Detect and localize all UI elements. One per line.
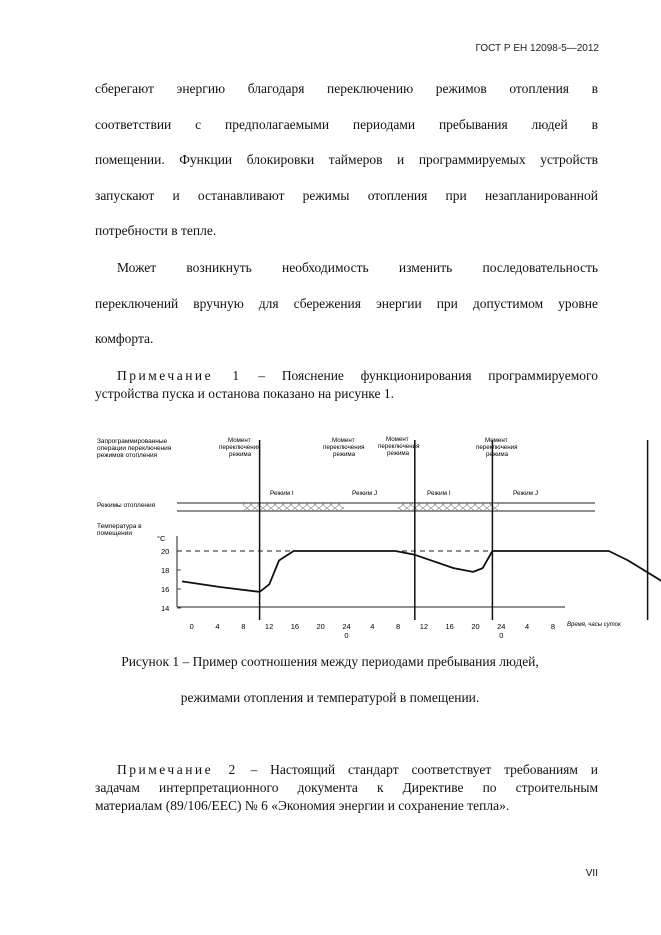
paragraph-manual-switching xyxy=(95,250,598,357)
svg-text:режима: режима xyxy=(229,451,252,458)
note-line: материалам (89/106/EEC) № 6 «Экономия энергии и сохранение тепла». xyxy=(95,798,510,813)
x-tick-label: 24 xyxy=(497,622,506,631)
mode-j-label: Режим J xyxy=(352,490,378,497)
operations-label-line: режимов отопления xyxy=(97,452,158,459)
note-line xyxy=(95,367,598,385)
y-tick-label: 18 xyxy=(161,566,170,575)
note-2 xyxy=(95,761,598,815)
unit-label: °C xyxy=(157,534,166,543)
note-line xyxy=(95,761,598,779)
modes-label: Режимы отопления xyxy=(97,502,156,509)
note-label: Примечание 2 xyxy=(117,762,238,777)
operations-label-line: операции переключения xyxy=(97,445,172,452)
svg-text:режима: режима xyxy=(333,451,356,458)
x-tick-label: 12 xyxy=(264,622,274,631)
figure-1 xyxy=(95,430,621,640)
figure-svg xyxy=(95,430,621,640)
mode-i-hatch xyxy=(398,503,499,511)
x-tick-label: 4 xyxy=(525,622,530,631)
x-tick-label: 24 xyxy=(342,622,351,631)
svg-text:Момент: Момент xyxy=(332,437,355,444)
svg-text:Момент: Момент xyxy=(485,437,508,444)
svg-text:переключения: переключения xyxy=(219,444,261,451)
note-1 xyxy=(95,367,598,403)
text-line: соответствии с предполагаемыми периодами пребывания людей в xyxy=(95,116,598,132)
mode-i-label: Режим I xyxy=(427,490,451,497)
text-line: потребности в тепле. xyxy=(95,223,217,238)
svg-text:переключения: переключения xyxy=(378,443,420,450)
temperature-label-line: помещении xyxy=(97,530,132,537)
note-text: – Пояснение функционирования программируемого xyxy=(241,368,598,383)
mode-j-label: Режим J xyxy=(513,490,539,497)
figure-caption-line: Рисунок 1 – Пример соотношения между периодами пребывания людей, xyxy=(121,654,539,669)
svg-text:режима: режима xyxy=(387,450,410,457)
text-line: сберегают энергию благодаря переключению режимов отопления в xyxy=(95,81,598,96)
x-tick-label: 0 xyxy=(344,631,349,640)
text-line: переключений вручную для сбережения энергии при допустимом уровне xyxy=(95,295,598,311)
x-tick-label: 8 xyxy=(550,622,555,631)
y-tick-label: 20 xyxy=(161,547,170,556)
x-tick-label: 0 xyxy=(499,631,504,640)
svg-text:режима: режима xyxy=(486,451,509,458)
temperature-curve xyxy=(182,551,661,599)
text-line: запускают и останавливают режимы отопления при незапланированной xyxy=(95,187,598,203)
text-line: помещении. Функции блокировки таймеров и программируемых устройств xyxy=(95,152,598,167)
x-tick-label: 0 xyxy=(189,622,194,631)
y-tick-label: 14 xyxy=(161,604,170,613)
temperature-label-line: Температура в xyxy=(97,523,142,530)
x-axis-label: Время, часы суток xyxy=(567,622,621,628)
chart-layer xyxy=(161,440,661,640)
x-tick-label: 20 xyxy=(471,622,480,631)
note-label: Примечание 1 xyxy=(117,368,242,383)
paragraph-energy-saving xyxy=(95,71,598,249)
mode-i-label: Режим I xyxy=(270,490,294,497)
x-tick-label: 4 xyxy=(370,622,375,631)
text-line: Может возникнуть необходимость изменить последовательность xyxy=(117,260,598,275)
svg-text:Момент: Момент xyxy=(386,436,409,443)
svg-text:переключения: переключения xyxy=(476,444,518,451)
svg-text:Момент: Момент xyxy=(228,437,251,444)
x-tick-label: 4 xyxy=(215,622,220,631)
moment-label-4 xyxy=(476,437,517,458)
moment-label-3 xyxy=(378,436,419,457)
text-line: комфорта. xyxy=(95,331,154,346)
document-header: ГОСТ Р ЕН 12098-5—2012 xyxy=(475,43,599,54)
y-tick-label: 16 xyxy=(161,585,170,594)
x-tick-label: 16 xyxy=(445,622,454,631)
moment-label-2 xyxy=(323,437,364,458)
page-number: VII xyxy=(585,868,598,879)
x-tick-label: 16 xyxy=(290,622,300,631)
mode-i-hatch xyxy=(243,503,344,511)
x-tick-label: 12 xyxy=(419,622,429,631)
x-tick-label: 20 xyxy=(316,622,325,631)
note-text: – Настоящий стандарт соответствует требованиям и xyxy=(237,762,598,777)
moment-label-1 xyxy=(219,437,260,458)
x-tick-label: 8 xyxy=(241,622,246,631)
note-line: устройства пуска и останова показано на рисунке 1. xyxy=(95,386,395,401)
operations-label-line: Запрограммированные xyxy=(97,438,168,445)
svg-text:переключения: переключения xyxy=(323,444,365,451)
note-line: задачам интерпретационного документа к Директиве по строительным xyxy=(95,780,598,795)
figure-caption-line: режимами отопления и температурой в помещении. xyxy=(180,690,480,705)
x-tick-label: 8 xyxy=(396,622,401,631)
